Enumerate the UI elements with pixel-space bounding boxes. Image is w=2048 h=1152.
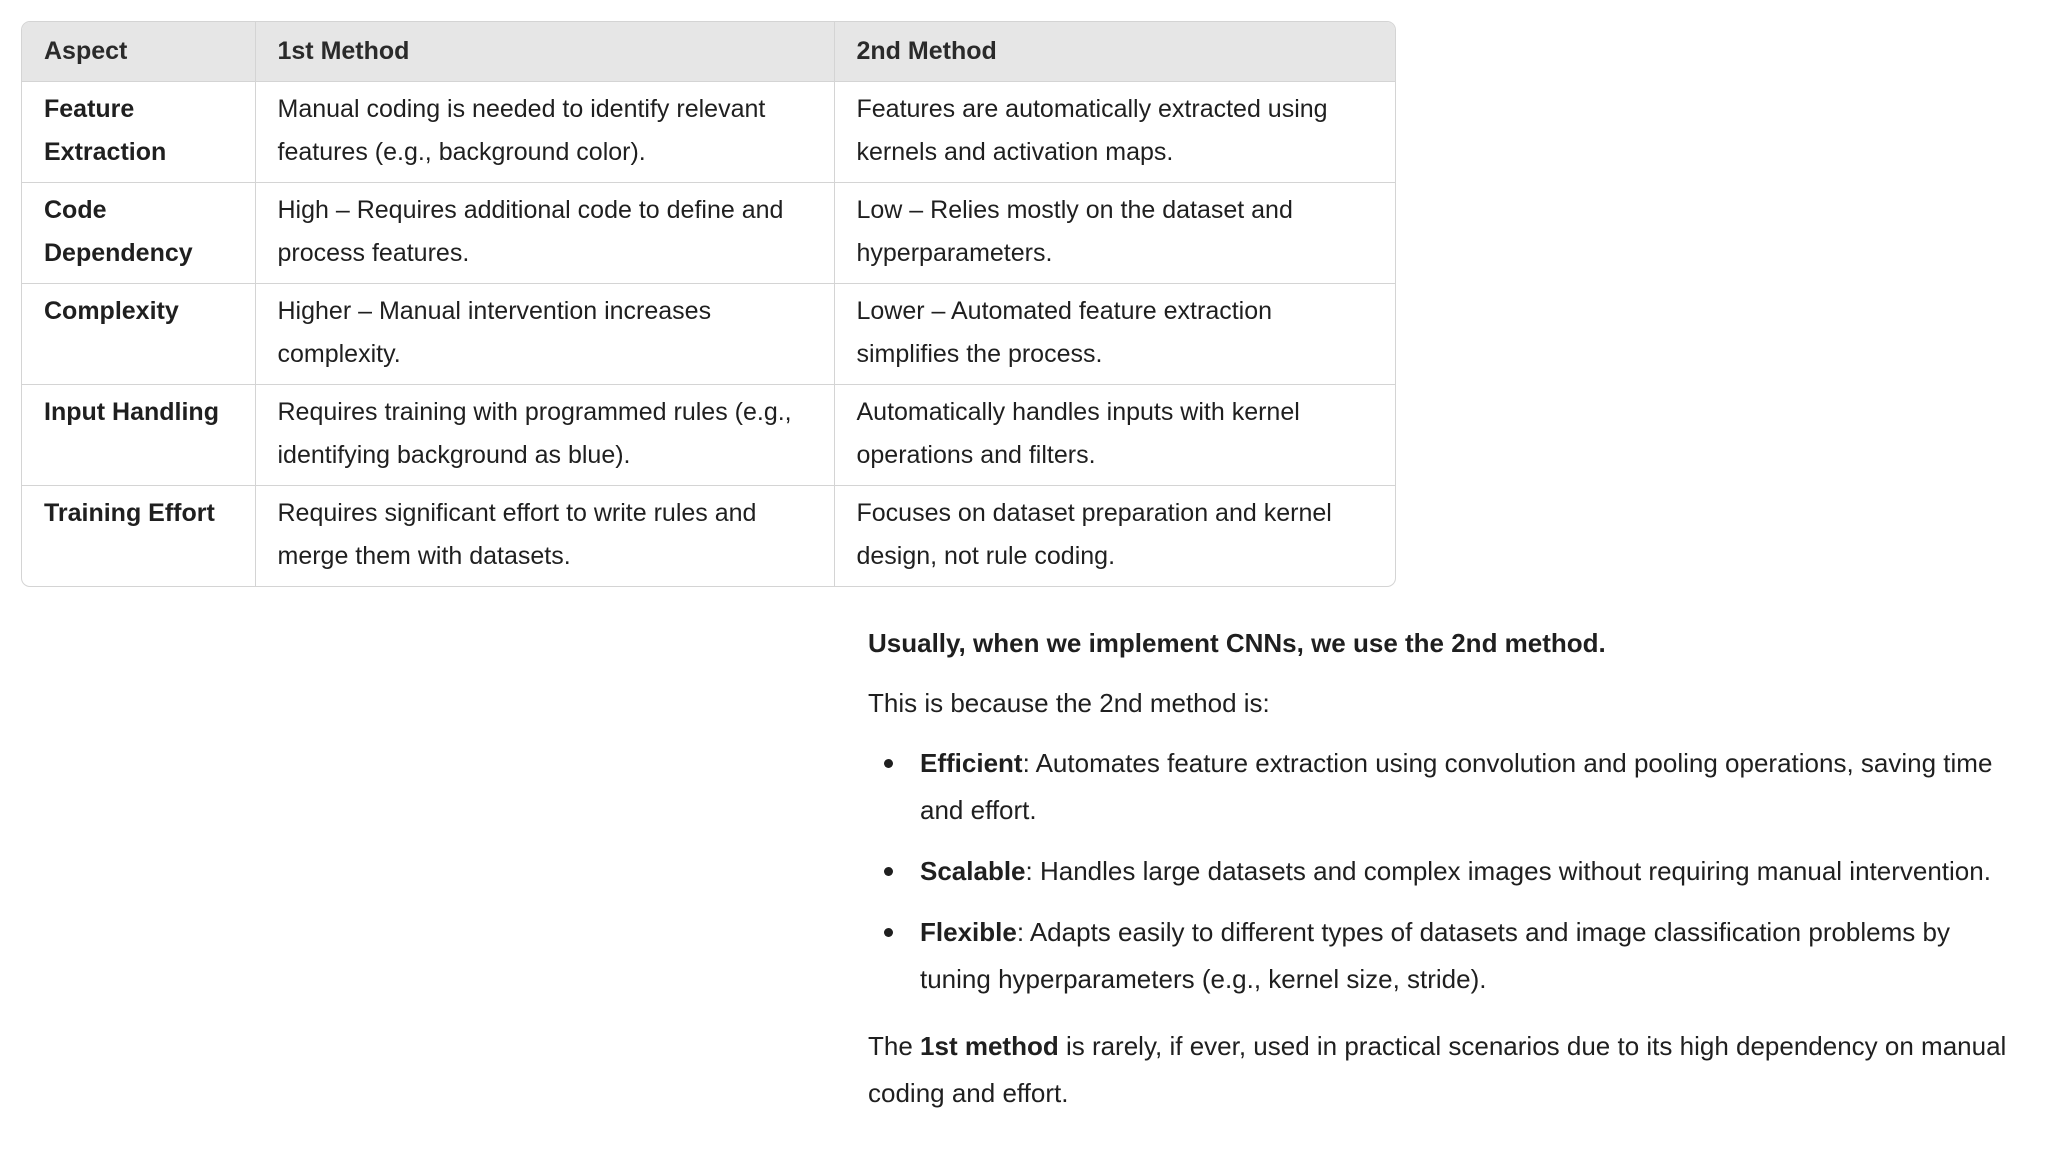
aspect-cell: Input Handling bbox=[22, 385, 255, 486]
closing-prefix: The bbox=[868, 1031, 921, 1061]
bullet-dot-icon bbox=[884, 867, 893, 876]
first-method-cell: Requires training with programmed rules (e.g., identifying background as blue). bbox=[255, 385, 834, 486]
second-method-cell: Focuses on dataset preparation and kernel design, not rule coding. bbox=[856, 499, 1332, 570]
answer-closing bbox=[868, 1023, 2028, 1117]
comparison-table bbox=[21, 21, 1396, 587]
aspect-cell: Feature Extraction bbox=[22, 82, 255, 183]
table-row bbox=[22, 82, 1395, 183]
first-method-cell: High – Requires additional code to define and process features. bbox=[255, 183, 834, 284]
bullet-term: Scalable bbox=[920, 856, 1026, 886]
closing-suffix: is rarely, if ever, used in practical scenarios due to its high dependency on manual coding and effort. bbox=[868, 1031, 2007, 1108]
answer-text bbox=[868, 622, 2028, 1117]
second-method-cell: Features are automatically extracted using kernels and activation maps. bbox=[834, 82, 1395, 183]
bullet-dot-icon bbox=[884, 759, 893, 768]
list-item bbox=[868, 909, 2028, 1003]
bullet-term: Flexible bbox=[920, 917, 1017, 947]
table-row bbox=[22, 284, 1395, 385]
second-method-cell: Low – Relies mostly on the dataset and hyperparameters. bbox=[834, 183, 1395, 284]
table-header-row bbox=[22, 22, 1395, 82]
aspect-cell: Complexity bbox=[22, 284, 255, 385]
second-method-cell: Automatically handles inputs with kernel operations and filters. bbox=[834, 385, 1395, 486]
header-first-method: 1st Method bbox=[255, 22, 834, 82]
answer-headline: Usually, when we implement CNNs, we use the 2nd method. bbox=[868, 628, 1606, 658]
bullet-text: : Handles large datasets and complex images without requiring manual intervention. bbox=[1025, 856, 1991, 886]
closing-emphasis: 1st method bbox=[920, 1031, 1059, 1061]
header-second-method: 2nd Method bbox=[834, 22, 1395, 82]
first-method-cell: Requires significant effort to write rules and merge them with datasets. bbox=[255, 486, 834, 587]
bullet-text: : Adapts easily to different types of datasets and image classification problems by tuning hyperparameters (e.g., kernel size, stride). bbox=[920, 917, 1950, 994]
answer-intro: This is because the 2nd method is: bbox=[868, 688, 1270, 718]
table-row bbox=[22, 385, 1395, 486]
bullet-term: Efficient bbox=[920, 748, 1023, 778]
first-method-cell: Manual coding is needed to identify relevant features (e.g., background color). bbox=[255, 82, 834, 183]
bullet-text: : Automates feature extraction using convolution and pooling operations, saving time and effort. bbox=[920, 748, 1993, 825]
first-method-cell: Higher – Manual intervention increases complexity. bbox=[255, 284, 834, 385]
table-row bbox=[22, 486, 1395, 587]
table-row bbox=[22, 183, 1395, 284]
list-item bbox=[868, 740, 2028, 834]
benefits-list bbox=[868, 740, 2028, 1003]
bullet-dot-icon bbox=[884, 928, 893, 937]
header-aspect: Aspect bbox=[22, 22, 255, 82]
aspect-cell: Training Effort bbox=[22, 486, 255, 587]
list-item bbox=[868, 848, 2028, 895]
aspect-cell: Code Dependency bbox=[22, 183, 255, 284]
second-method-cell: Lower – Automated feature extraction simplifies the process. bbox=[834, 284, 1395, 385]
